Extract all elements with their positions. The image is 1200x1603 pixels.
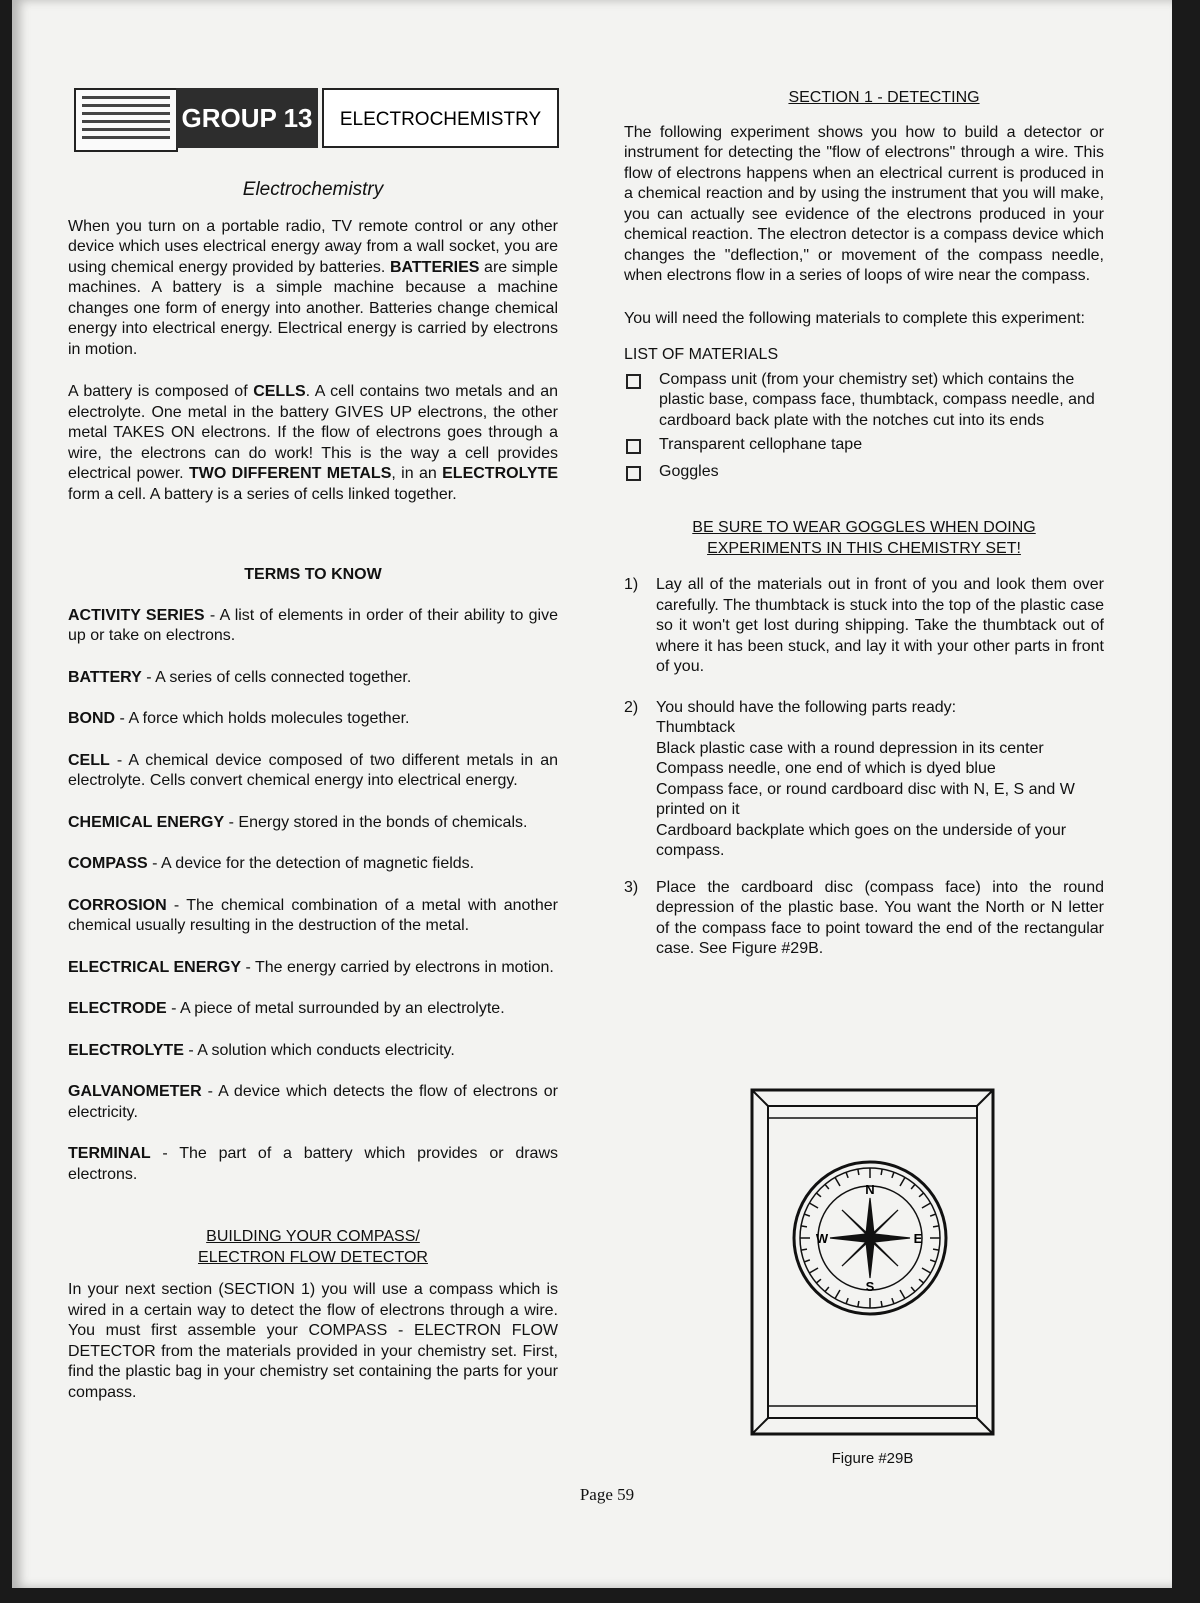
compass-tick [846, 1298, 848, 1304]
term-definition: - A solution which conducts electricity. [183, 1041, 455, 1059]
term-name: ELECTRODE [68, 1000, 167, 1017]
compass-tick [881, 1301, 882, 1307]
building-heading-line-1: BUILDING YOUR COMPASS/ [206, 1228, 420, 1245]
step-text: Place the cardboard disc (compass face) into the round depression of the plastic base. You want the North or N letter of the compass face to point toward the end of the rectangular case. See Figure #29B. [656, 878, 1104, 957]
compass-tick [892, 1172, 894, 1178]
term-entry [68, 896, 558, 937]
intro-bold-term: ELECTROLYTE [442, 465, 558, 482]
intro-bold-term: TWO DIFFERENT METALS [188, 465, 392, 482]
intro-text: . A cell contains two metals and an electrolyte. One metal in the battery GIVES UP electrons, the other metal TAKES ON electrons. If the flow of electrons goes through a wire, the electrons can do work! This is the way a cell provides electrical power. [68, 383, 558, 482]
group-number-label: GROUP 13 [176, 88, 318, 148]
step-number: 3) [624, 878, 639, 896]
term-entry [68, 1082, 558, 1123]
material-item [624, 462, 1104, 483]
step-number: 1) [624, 576, 639, 593]
term-entry [68, 668, 558, 689]
term-name: BOND [68, 710, 116, 727]
term-name: CELL [68, 751, 110, 769]
compass-tick [892, 1298, 894, 1304]
intro-bold-term: CELLS [253, 383, 306, 400]
intro-text: form a cell. A battery is a series of cells linked together. [68, 485, 457, 503]
step-item [624, 878, 1104, 960]
article-title: Electrochemistry [242, 179, 384, 200]
term-name: BATTERY [68, 668, 142, 686]
material-item [624, 435, 1104, 456]
compass-tick [922, 1268, 931, 1273]
term-entry [68, 958, 558, 979]
group-header [74, 86, 559, 150]
part-line: Compass face, or round cardboard disc with N, E, S and W printed on it [656, 780, 1075, 818]
term-definition: - A list of elements in order of their ability to give up or take on electrons. [68, 606, 559, 644]
section-heading: SECTION 1 - DETECTING [788, 89, 980, 106]
term-definition: - A chemical device composed of two different metals in an electrolyte. Cells convert chemical energy into electrical energy. [68, 751, 558, 789]
group-topic-label: ELECTROCHEMISTRY [322, 88, 559, 148]
compass-tick [804, 1260, 810, 1262]
intro-bold-term: BATTERIES [389, 258, 480, 276]
part-line: Thumbtack [656, 719, 736, 736]
step-item [624, 698, 1104, 862]
compass-tick [900, 1290, 905, 1299]
compass-tick [801, 1226, 807, 1227]
compass-west-label: W [815, 1231, 829, 1246]
term-definition: - A device for the detection of magnetic fields. [147, 855, 475, 872]
compass-tick [809, 1268, 818, 1273]
compass-tick [816, 1279, 821, 1283]
document-page [12, 0, 1172, 1588]
term-name: COMPASS [68, 855, 148, 872]
intro-paragraph-1 [68, 217, 558, 361]
term-entry [68, 813, 558, 834]
compass-tick [911, 1184, 915, 1189]
compass-north-label: N [865, 1182, 875, 1197]
term-name: ELECTROLYTE [68, 1041, 184, 1059]
term-entry [68, 606, 558, 647]
term-entry [68, 751, 558, 792]
material-item [624, 370, 1104, 432]
term-entry [68, 1144, 558, 1185]
intro-paragraph-2 [68, 382, 558, 505]
term-definition: - A series of cells connected together. [141, 668, 412, 686]
term-name: CHEMICAL ENERGY [68, 813, 225, 831]
step-text: You should have the following parts ready: [656, 698, 957, 716]
compass-tick [900, 1177, 905, 1186]
terms-heading: TERMS TO KNOW [244, 566, 382, 583]
term-name: CORROSION [68, 896, 167, 914]
materials-intro: You will need the following materials to complete this experiment: [624, 309, 1085, 327]
term-definition: - The part of a battery which provides or draws electrons. [68, 1145, 558, 1183]
term-definition: - A force which holds molecules together. [115, 710, 410, 727]
step-text: Lay all of the materials out in front of you and look them over carefully. The thumbtack is stuck into the top of the plastic case so it won't get lost during shipping. Take the thumbtack out of where it has been stuck, and lay it with your other parts in front of you. [656, 576, 1104, 675]
building-heading-line-2: ELECTRON FLOW DETECTOR [198, 1248, 428, 1266]
step-parts [656, 698, 1104, 862]
goggles-warning-line-1: BE SURE TO WEAR GOGGLES WHEN DOING [692, 519, 1036, 536]
compass-tick [881, 1169, 882, 1175]
compass-tick [919, 1193, 924, 1197]
compass-tick [922, 1203, 931, 1208]
intro-text: When you turn on a portable radio, TV remote control or any other device which uses electrical energy away from a wall socket, you are using chemical energy provided by batteries. [68, 217, 558, 276]
compass-south-label: S [865, 1279, 875, 1294]
materials-heading: LIST OF MATERIALS [624, 346, 779, 363]
term-name: GALVANOMETER [68, 1083, 202, 1100]
term-definition: - A piece of metal surrounded by an electrolyte. [166, 1000, 505, 1017]
compass-tick [835, 1177, 840, 1186]
checkbox-icon [626, 374, 641, 389]
figure-caption: Figure #29B [831, 1450, 914, 1467]
compass-tick [933, 1226, 939, 1227]
compass-case-figure [750, 1088, 995, 1436]
material-label: Goggles [659, 462, 719, 480]
left-column [68, 180, 558, 1403]
compass-tick [930, 1214, 936, 1216]
compass-tick [911, 1287, 915, 1292]
term-entry [68, 854, 558, 875]
right-column [624, 88, 1104, 960]
compass-tick [825, 1287, 829, 1292]
term-entry [68, 1041, 558, 1062]
compass-tick [846, 1172, 848, 1178]
terms-list [68, 606, 558, 1186]
case-outer [752, 1090, 993, 1434]
term-entry [68, 999, 558, 1020]
section-intro: The following experiment shows you how to build a detector or instrument for detecting the "flow of electrons" through a wire. This flow of electrons happens when an electrical current is produced in a chemical reaction and by using the instrument that you will make, you can actually see evidence of the electrons produced in your chemical reaction. The electron detector is a compass device which changes the "deflection," or movement of the compass needle, when electrons flow in a series of loops of wire near the compass. [624, 123, 1104, 284]
checkbox-icon [626, 439, 641, 454]
compass-tick [809, 1203, 818, 1208]
term-entry [68, 709, 558, 730]
compass-east-label: E [913, 1231, 923, 1246]
term-definition: - Energy stored in the bonds of chemicals. [224, 813, 528, 831]
term-definition: - A device which detects the flow of electrons or electricity. [68, 1083, 558, 1121]
compass-dial-icon [794, 1162, 946, 1314]
compass-tick [919, 1279, 924, 1283]
compass-tick [825, 1184, 829, 1189]
building-paragraph: In your next section (SECTION 1) you will use a compass which is wired in a certain way to detect the flow of electrons through a wire. You must first assemble your COMPASS - ELECTRON FLOW DETECTOR from the materials provided in your chemistry set. First, find the plastic bag in your chemistry set containing the parts for your compass. [68, 1281, 558, 1401]
step-number: 2) [624, 698, 639, 716]
part-line: Cardboard backplate which goes on the underside of your compass. [656, 821, 1067, 859]
materials-list [624, 370, 1104, 483]
term-definition: - The energy carried by electrons in motion. [241, 958, 554, 976]
goggles-warning-line-2: EXPERIMENTS IN THIS CHEMISTRY SET! [707, 539, 1021, 557]
material-label: Transparent cellophane tape [659, 436, 863, 453]
compass-tick [801, 1249, 807, 1250]
checkbox-icon [626, 466, 641, 481]
step-item [624, 575, 1104, 678]
term-name: ELECTRICAL ENERGY [68, 958, 242, 976]
page-number: Page 59 [579, 1485, 635, 1504]
part-line: Compass needle, one end of which is dyed blue [656, 760, 996, 777]
compass-tick [835, 1290, 840, 1299]
chemistry-set-logo-icon [74, 88, 178, 152]
part-line: Black plastic case with a round depression in its center [656, 739, 1044, 757]
compass-tick [858, 1169, 859, 1175]
term-name: TERMINAL [68, 1145, 151, 1162]
term-definition: - The chemical combination of a metal with another chemical usually resulting in the destruction of the metal. [68, 896, 558, 934]
intro-text: , in an [391, 465, 443, 482]
term-name: ACTIVITY SERIES [68, 606, 205, 624]
compass-tick [816, 1193, 821, 1197]
compass-tick [858, 1301, 859, 1307]
material-label: Compass unit (from your chemistry set) which contains the plastic base, compass face, thumbtack, compass needle, and cardboard back plate with the notches cut into its ends [659, 370, 1095, 429]
compass-tick [930, 1260, 936, 1262]
intro-text: A battery is composed of [68, 383, 254, 400]
compass-tick [804, 1214, 810, 1216]
intro-text: are simple machines. A battery is a simple machine because a machine changes one form of energy into another. Batteries change chemical energy into electrical energy. Electrical energy is carried by electrons in motion. [68, 258, 559, 358]
compass-tick [933, 1249, 939, 1250]
